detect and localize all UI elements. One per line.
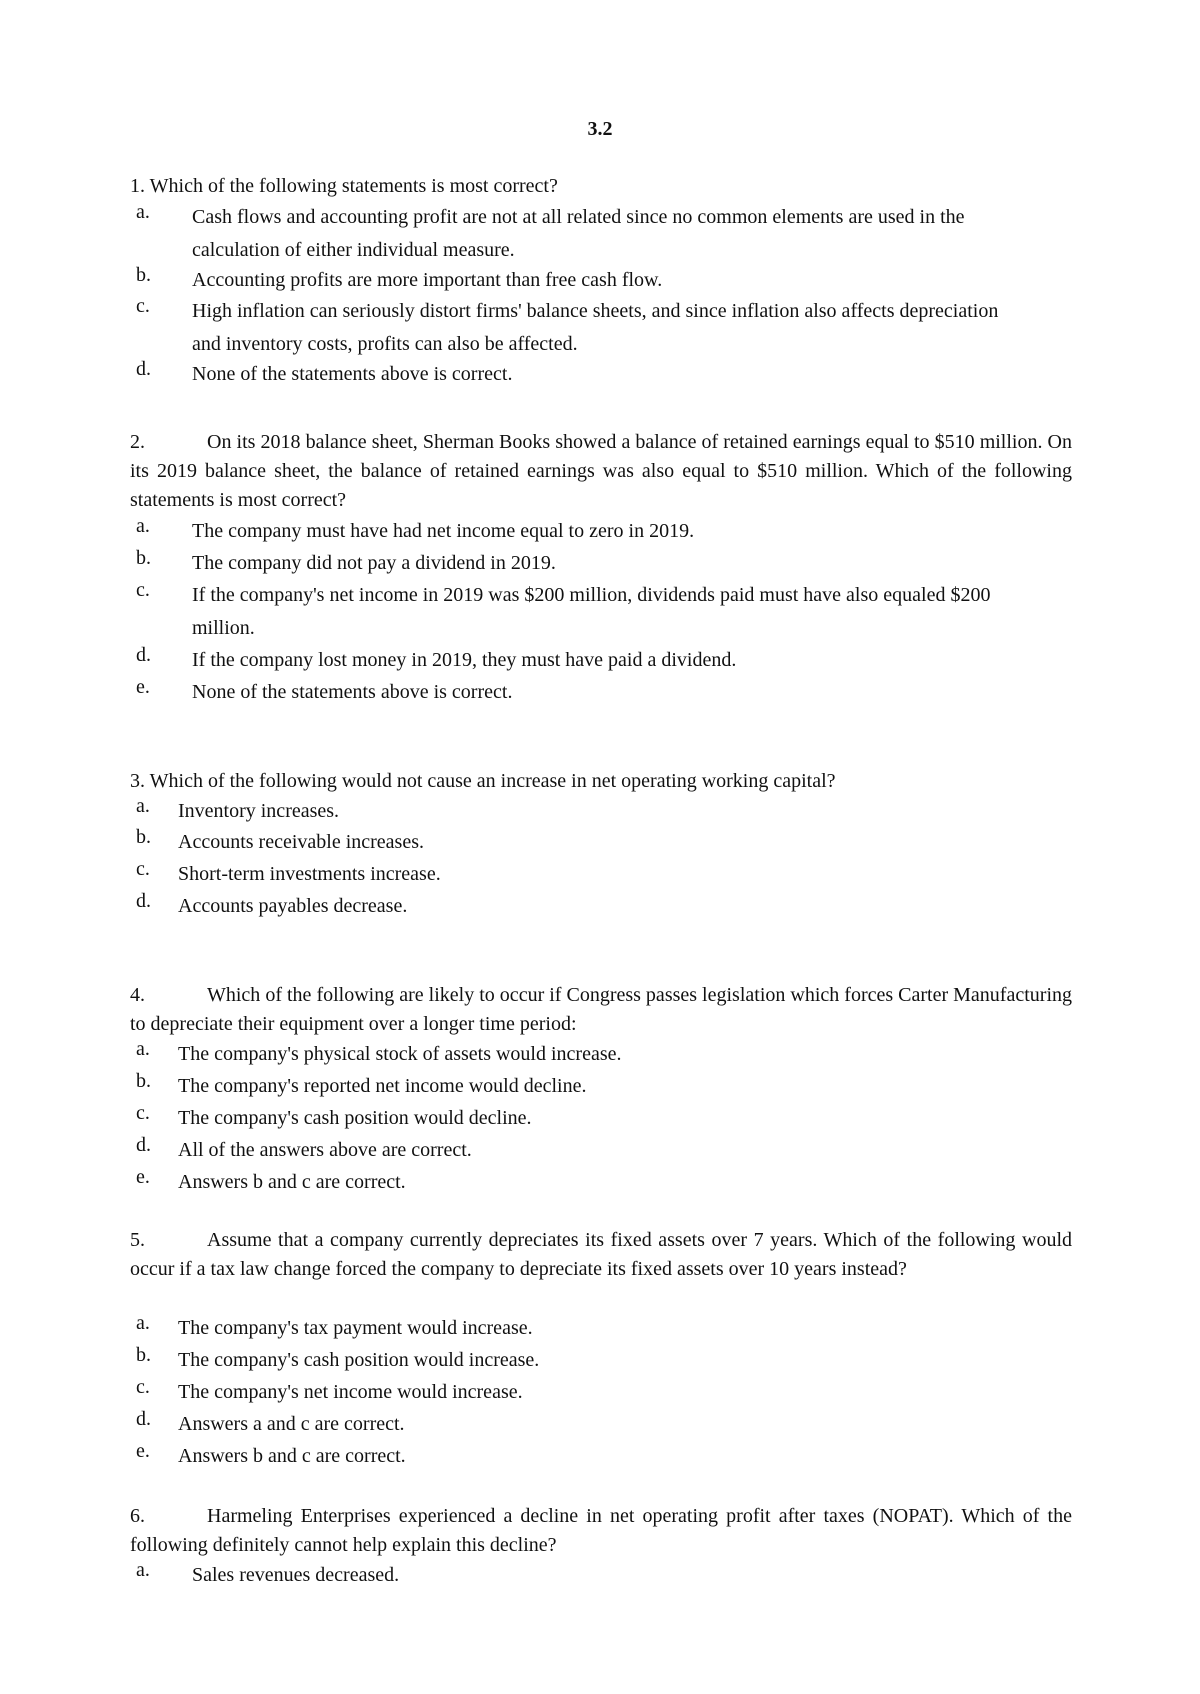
option-text: Answers b and c are correct. bbox=[178, 1171, 406, 1193]
option-letter: a. bbox=[136, 515, 150, 537]
option-letter: b. bbox=[136, 547, 151, 569]
option-text: If the company's net income in 2019 was $200 million, dividends paid must have also equaled $200 million. bbox=[192, 584, 991, 639]
option-letter: a. bbox=[136, 795, 150, 817]
question-text: Assume that a company currently depreciates its fixed assets over 7 years. Which of the following would occur if a tax law change forced the company to depreciate its fixed assets over 10 years instead? bbox=[130, 1229, 1072, 1280]
option-text: The company's cash position would decline. bbox=[178, 1107, 532, 1129]
option-letter: c. bbox=[136, 1102, 150, 1124]
option-text: Accounts receivable increases. bbox=[178, 831, 424, 853]
option-letter: c. bbox=[136, 1376, 150, 1398]
option-letter: d. bbox=[136, 358, 151, 380]
option-letter: b. bbox=[136, 1070, 151, 1092]
option-text: If the company lost money in 2019, they must have paid a dividend. bbox=[192, 649, 737, 671]
option-letter: b. bbox=[136, 826, 151, 848]
option-letter: d. bbox=[136, 1408, 151, 1430]
option-text: Answers a and c are correct. bbox=[178, 1413, 405, 1435]
option-text: The company did not pay a dividend in 2019. bbox=[192, 552, 556, 574]
option-text: The company must have had net income equal to zero in 2019. bbox=[192, 520, 695, 542]
option-letter: e. bbox=[136, 1166, 150, 1188]
question-4-stem bbox=[130, 981, 1072, 1039]
option-letter: b. bbox=[136, 264, 151, 286]
option-text: None of the statements above is correct. bbox=[192, 681, 513, 703]
option-text: The company's tax payment would increase. bbox=[178, 1317, 533, 1339]
question-2-stem bbox=[130, 428, 1072, 515]
option-letter: e. bbox=[136, 1440, 150, 1462]
option-letter: a. bbox=[136, 1038, 150, 1060]
option-text: Cash flows and accounting profit are not at all related since no common elements are used in the calculation of either individual measure. bbox=[192, 206, 965, 261]
option-letter: a. bbox=[136, 1559, 150, 1581]
option-text: Inventory increases. bbox=[178, 800, 340, 822]
question-number: 4. bbox=[130, 984, 145, 1006]
option-text: All of the answers above are correct. bbox=[178, 1139, 472, 1161]
question-number: 5. bbox=[130, 1229, 145, 1251]
question-text: Which of the following are likely to occur if Congress passes legislation which forces Carter Manufacturing to depreciate their equipment over a longer time period: bbox=[130, 984, 1072, 1035]
option-text: The company's cash position would increase. bbox=[178, 1349, 540, 1371]
option-letter: e. bbox=[136, 676, 150, 698]
option-text: Short-term investments increase. bbox=[178, 863, 441, 885]
option-letter: d. bbox=[136, 644, 151, 666]
question-5-stem bbox=[130, 1226, 1072, 1284]
option-text: The company's net income would increase. bbox=[178, 1381, 523, 1403]
section-heading: 3.2 bbox=[587, 118, 613, 140]
question-3-stem: 3. Which of the following would not cause an increase in net operating working capital? bbox=[130, 770, 836, 792]
option-text: None of the statements above is correct. bbox=[192, 363, 513, 385]
option-text: Accounts payables decrease. bbox=[178, 895, 408, 917]
question-number: 6. bbox=[130, 1505, 145, 1527]
question-6-stem bbox=[130, 1502, 1072, 1560]
option-letter: c. bbox=[136, 579, 150, 601]
option-text: The company's physical stock of assets would increase. bbox=[178, 1043, 622, 1065]
question-text: On its 2018 balance sheet, Sherman Books showed a balance of retained earnings equal to $510 million. On its 2019 balance sheet, the balance of retained earnings was also equal to $510 million. Which of the following statements is most correct? bbox=[130, 431, 1072, 511]
option-letter: c. bbox=[136, 295, 150, 317]
option-text: The company's reported net income would decline. bbox=[178, 1075, 587, 1097]
option-text: Answers b and c are correct. bbox=[178, 1445, 406, 1467]
option-letter: d. bbox=[136, 1134, 151, 1156]
question-number: 2. bbox=[130, 431, 145, 453]
option-letter: b. bbox=[136, 1344, 151, 1366]
option-letter: a. bbox=[136, 1312, 150, 1334]
option-text: High inflation can seriously distort firms' balance sheets, and since inflation also affects depreciation and inventory costs, profits can also be affected. bbox=[192, 300, 999, 355]
option-text: Accounting profits are more important than free cash flow. bbox=[192, 269, 663, 291]
option-letter: a. bbox=[136, 201, 150, 223]
question-text: Harmeling Enterprises experienced a decline in net operating profit after taxes (NOPAT). Which of the following definitely cannot help explain this decline? bbox=[130, 1505, 1072, 1556]
question-1-stem: 1. Which of the following statements is most correct? bbox=[130, 175, 558, 197]
option-letter: d. bbox=[136, 890, 151, 912]
option-letter: c. bbox=[136, 858, 150, 880]
option-text: Sales revenues decreased. bbox=[192, 1564, 400, 1586]
